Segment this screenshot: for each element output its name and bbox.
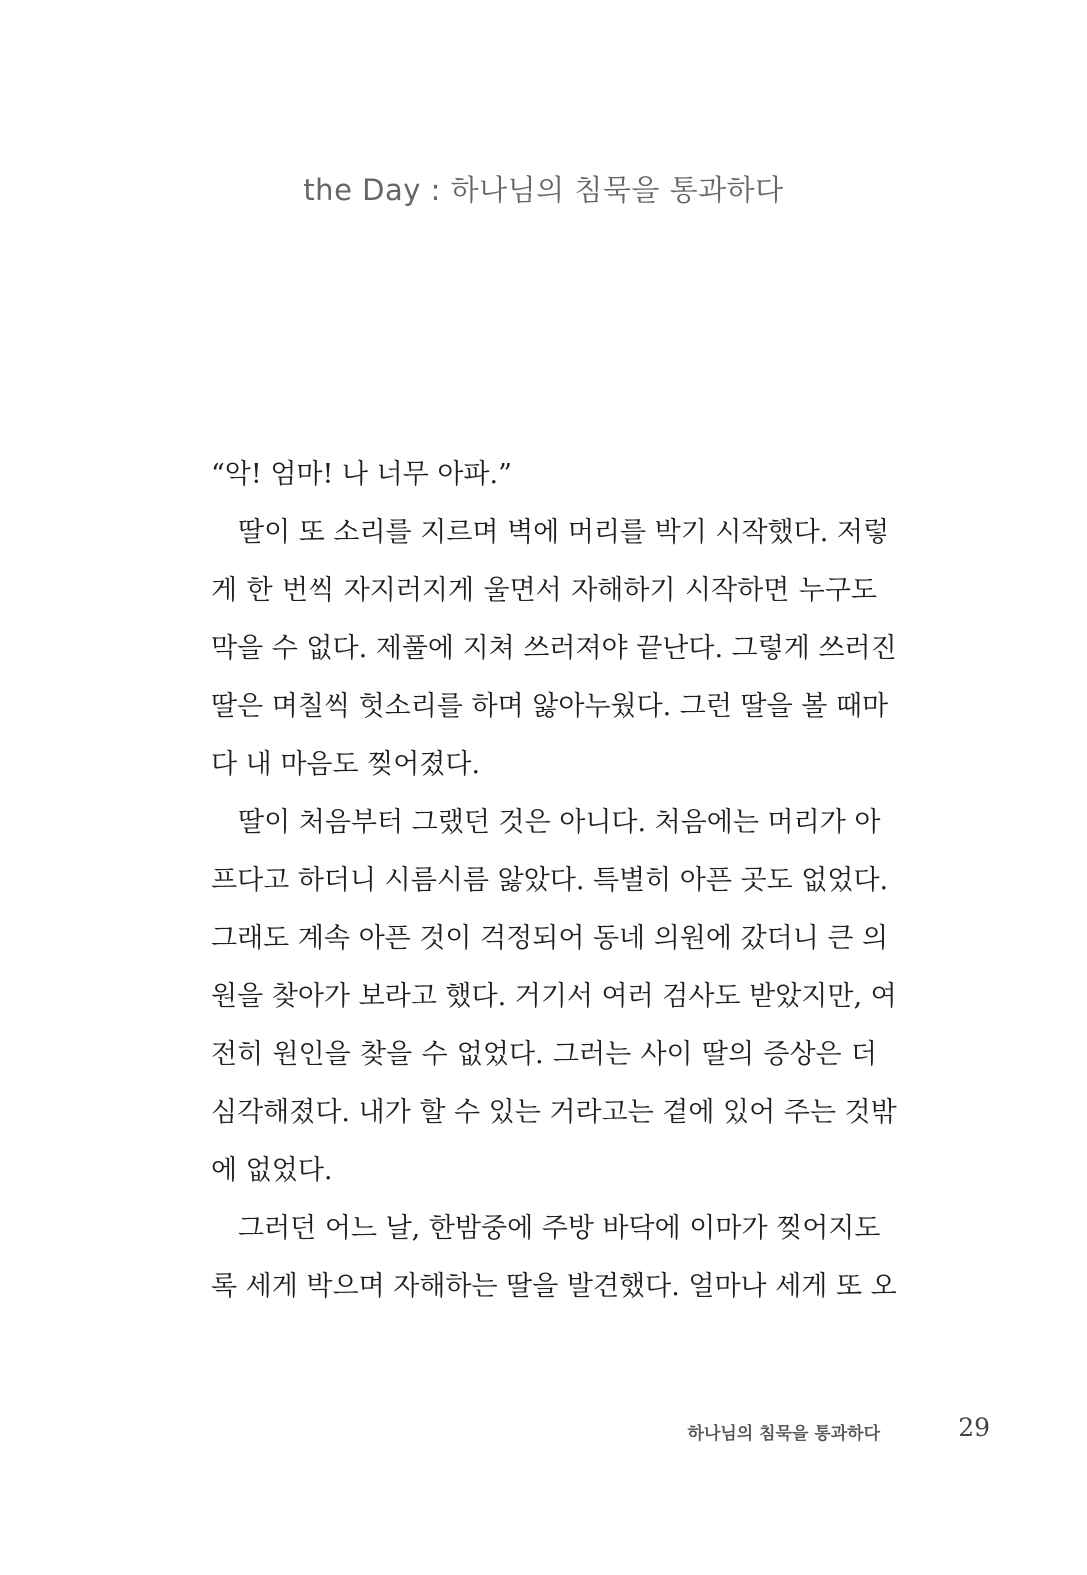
- page-number: 29: [958, 1413, 990, 1442]
- paragraph-line: 딸이 처음부터 그랬던 것은 아니다. 처음에는 머리가 아: [238, 807, 881, 838]
- paragraph-line: 심각해졌다. 내가 할 수 있는 거라고는 곁에 있어 주는 것밖: [211, 1097, 897, 1128]
- running-title: 하나님의 침묵을 통과하다: [687, 1424, 880, 1444]
- paragraph-line: 에 없었다.: [211, 1155, 333, 1186]
- paragraph-line: 원을 찾아가 보라고 했다. 거기서 여러 검사도 받았지만, 여: [211, 981, 897, 1012]
- paragraph-line: 프다고 하더니 시름시름 앓았다. 특별히 아픈 곳도 없었다.: [211, 865, 889, 896]
- paragraph-line: 그래도 계속 아픈 것이 걱정되어 동네 의원에 갔더니 큰 의: [211, 923, 889, 954]
- paragraph-line: 다 내 마음도 찢어졌다.: [211, 749, 481, 780]
- paragraph-line: 게 한 번씩 자지러지게 울면서 자해하기 시작하면 누구도: [211, 575, 877, 606]
- chapter-heading: the Day : 하나님의 침묵을 통과하다: [303, 173, 784, 207]
- paragraph-line: 전히 원인을 찾을 수 없었다. 그러는 사이 딸의 증상은 더: [211, 1039, 877, 1070]
- paragraph-line: 록 세게 박으며 자해하는 딸을 발견했다. 얼마나 세게 또 오: [211, 1271, 897, 1302]
- body-text: [211, 446, 897, 1316]
- paragraph-line: 딸이 또 소리를 지르며 벽에 머리를 박기 시작했다. 저렇: [238, 517, 890, 548]
- paragraph-line: 그러던 어느 날, 한밤중에 주방 바닥에 이마가 찢어지도: [238, 1213, 881, 1244]
- paragraph-line: 딸은 며칠씩 헛소리를 하며 앓아누웠다. 그런 딸을 볼 때마: [211, 691, 889, 722]
- paragraph-line: “악! 엄마! 나 너무 아파.”: [211, 459, 512, 490]
- paragraph-line: 막을 수 없다. 제풀에 지쳐 쓰러져야 끝난다. 그렇게 쓰러진: [211, 633, 897, 664]
